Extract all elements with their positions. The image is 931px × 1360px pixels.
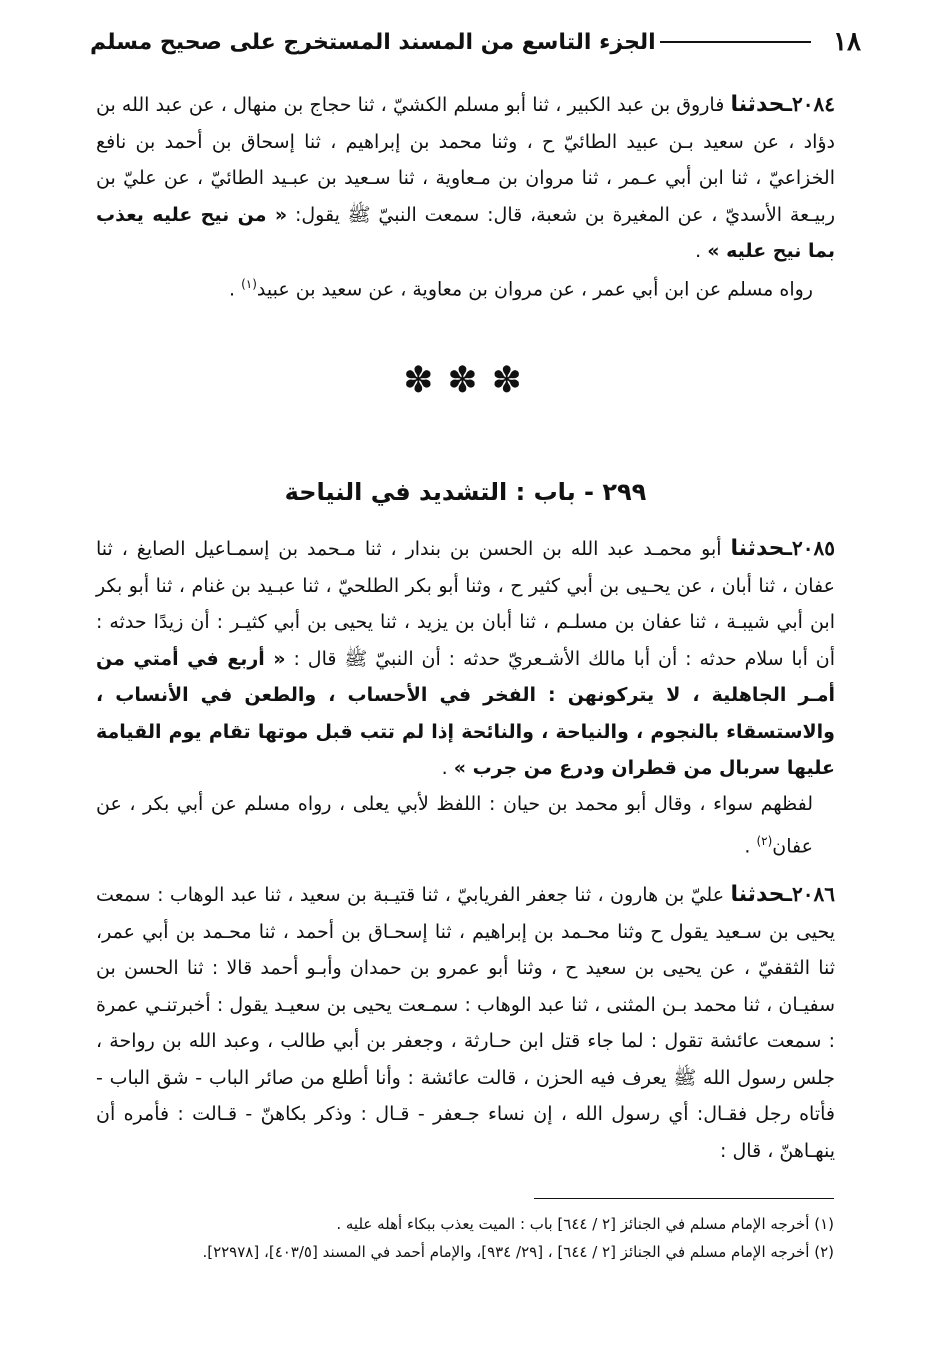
star-ornament-icon: ✽ [403,360,440,401]
footnote-1: (١) أخرجه الإمام مسلم في الجنائز [٢ / ٦٤٤] باب : الميت يعذب ببكاء أهله عليه . [336,1215,834,1233]
hadith-text: أبو محمـد عبد الله بن الحسن بن بندار ، ثنا مـحمد بن إسمـاعيل الصايغ ، ثنا عفان ، ثنا أبان ، عن يحـيى بن أبي كثير ح ، وثنا أبو بكر الطلحيّ ، ثنا عبـيد بن غنام ، ثنا أبو بكر ابن أبي شيبـة ، ثنا عفان بن مسلـم ، ثنا أبان بن يزيد ، ثنا يحيى بن أبي كثيـر : أن زيدًا حدثه : أن أبا سلام حدثه : أن أبا مالك الأشـعريّ حدثه : أن النبيّ ﷺ قال : [96,538,836,670]
header-rule [660,41,811,43]
haddathana-label: ـحدثنا [730,882,793,907]
hadith-number: ٢٠٨٤ [792,92,835,116]
hadith-quote: « أربع في أمتي من أمـر الجاهلية ، لا يتركونهن : الفخر في الأحساب ، والطعن في الأنساب ، والاستسقاء بالنجوم ، والنياحة ، والنائحة إذا لم تتب قبل موتها تقام يوم القيامة عليها سربال من قطران ودرع من جرب » [96,647,835,779]
footnote-ref-1: (١) [241,277,257,291]
page-number: ١٨ [833,27,861,57]
riwayah-text: لفظهم سواء ، وقال أبو محمد بن حيان : اللفظ لأبي يعلى ، رواه مسلم عن أبي بكر ، عن عفان [96,793,813,857]
riwayah-2085 [96,786,813,864]
page-header [90,24,861,60]
hadith-2085 [96,530,835,787]
haddathana-label: ـحدثنا [730,92,793,117]
footnote-ref-2: (٢) [756,833,773,848]
riwayah-end: . [744,834,757,857]
running-title: الجزء التاسع من المسند المستخرج على صحيح مسلم [90,29,656,55]
riwayah-text: رواه مسلم عن ابن أبي عمر ، عن مروان بن معاوية ، عن سعيد بن عبيد [256,278,813,301]
star-ornament-icon: ✽ [491,360,528,401]
hadith-text: فاروق بن عبد الكبير ، ثنا أبو مسلم الكشيّ ، ثنا حجاج بن منهال ، عن عبد الله بن دؤاد ، عن سعيد بـن عبيد الطائيّ ح ، وثنا محمد بن إبراهيم ، ثنا إسحاق بن أحمد بن نافع الخزاعيّ ، ثنا ابن أبي عـمر ، ثنا مروان بن مـعاوية ، ثنا سـعيد بن عبـيد الطائيّ ، عن عليّ بن ربيـعة الأسديّ ، عن المغيرة بن شعبة، قال: سمعت النبيّ ﷺ يقول: [96,94,835,226]
star-ornament-icon: ✽ [447,360,484,401]
section-separator [0,360,931,401]
riwayah-end: . [229,278,242,301]
hadith-quote: « من نيح عليه يعذب بما نيح عليه » [96,203,835,262]
hadith-number: ٢٠٨٥ [792,536,835,560]
footnote-rule [534,1198,834,1199]
footnote-2: (٢) أخرجه الإمام مسلم في الجنائز [٢ / ٦٤٤] ، [٢٩/ ٩٣٤]، والإمام أحمد في المسند [٤٠٣/٥]، [٢٢٩٧٨]. [202,1243,834,1261]
hadith-text: عليّ بن هارون ، ثنا جعفر الفريابيّ ، ثنا قتيـبة بن سعيد ، ثنا عبد الوهاب : سمعت يحيى بن سـعيد يقول ح وثنا محـمد بن إبراهيم ، ثنا إسحـاق بن أحمد ، ثنا محـمد بن أبي عمر، ثنا الثقفيّ ، عن يحيى بن سعيد ح ، وثنا أبو عمرو بن حمدان وأبـو أحمد قالا : ثنا الحسن بن سفيـان ، ثنا محمد بـن المثنى ، ثنا عبد الوهاب : سمـعت يحيى بن سعيـد يقول : أخبرتنـي عمرة : سمعت عائشة تقول : لما جاء قتل ابن حـارثة ، وجعفر بن أبي طالب ، وعبد الله بن رواحة ، جلس رسول الله ﷺ يعرف فيه الحزن ، قالت عائشة : وأنا أطلع من صائر الباب - شق الباب - فأتاه رجل فقـال: أي رسول الله ، إن نساء جـعفر - قـال : وذكر بكاهنّ - قـالت : فأمره أن ينهـاهنّ ، قال : [96,884,835,1162]
hadith-number: ٢٠٨٦ [792,882,835,906]
hadith-2086 [96,876,835,1169]
hadith-end: . [441,757,454,779]
hadith-end: . [695,240,708,262]
hadith-2084 [96,86,835,270]
chapter-heading: ٢٩٩ - باب : التشديد في النياحة [284,478,647,506]
haddathana-label: ـحدثنا [730,536,793,561]
riwayah-2084 [96,266,813,308]
